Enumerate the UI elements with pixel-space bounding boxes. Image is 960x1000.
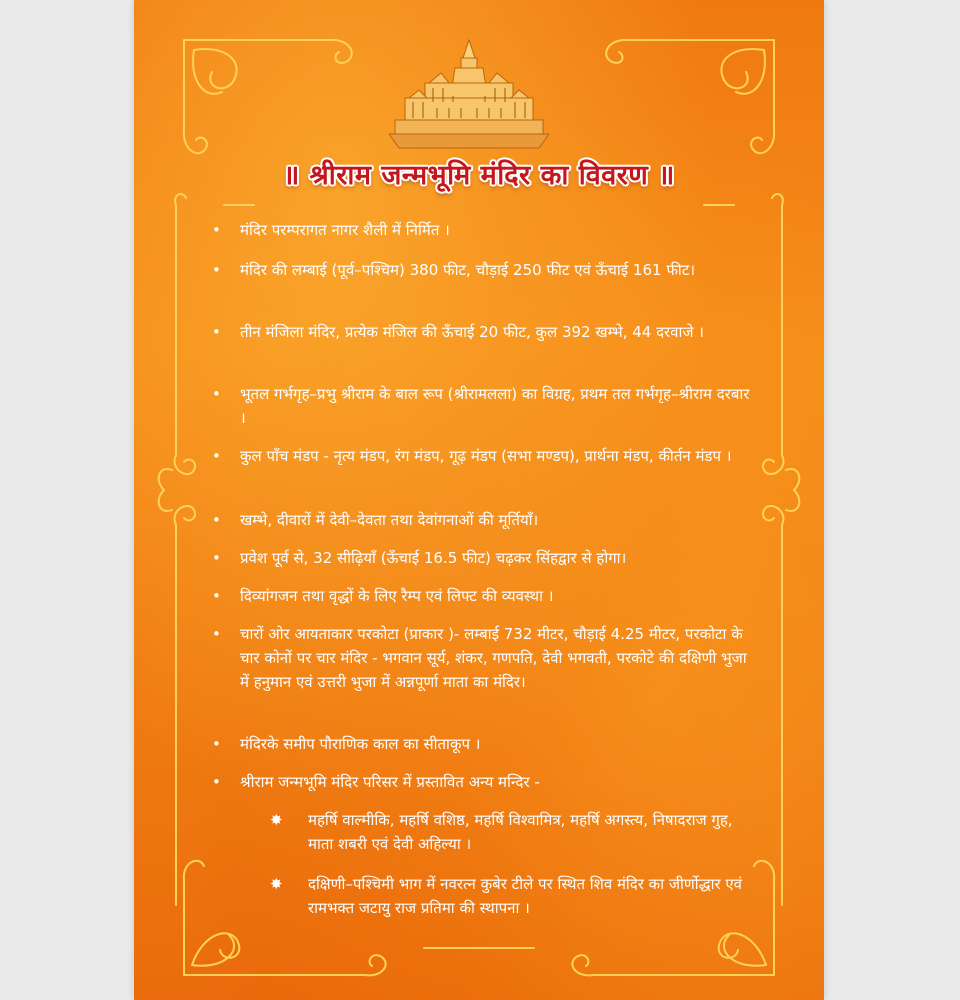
bullet-icon: • bbox=[212, 773, 221, 791]
sub-list-item bbox=[270, 872, 752, 920]
sub-list-item bbox=[270, 808, 752, 856]
list-item-text: कुल पाँच मंडप - नृत्य मंडप, रंग मंडप, गूढ़ मंडप (सभा मण्डप), प्रार्थना मंडप, कीर्तन मंडप । bbox=[240, 447, 732, 465]
list-item bbox=[212, 382, 752, 430]
bullet-icon: • bbox=[212, 549, 221, 567]
list-item bbox=[212, 622, 752, 694]
list-item bbox=[212, 732, 752, 756]
list-item bbox=[212, 508, 752, 532]
corner-flourish-top-left bbox=[184, 40, 329, 130]
bullet-icon: • bbox=[212, 511, 221, 529]
list-item bbox=[212, 258, 752, 282]
sub-list-item-text: महर्षि वाल्मीकि, महर्षि वशिष्ठ, महर्षि विश्वामित्र, महर्षि अगस्त्य, निषादराज गुह, माता शबरी एवं देवी अहिल्या । bbox=[308, 811, 733, 853]
poster bbox=[134, 0, 824, 1000]
list-item-text: मंदिरके समीप पौराणिक काल का सीताकूप । bbox=[240, 735, 481, 753]
bullet-icon: • bbox=[212, 447, 221, 465]
bullet-icon: • bbox=[212, 221, 221, 239]
list-item bbox=[212, 584, 752, 608]
corner-flourish-top-right bbox=[629, 40, 774, 130]
list-item-text: मंदिर परम्परागत नागर शैली में निर्मित । bbox=[240, 221, 450, 239]
list-item-text: श्रीराम जन्मभूमि मंदिर परिसर में प्रस्तावित अन्य मन्दिर - bbox=[240, 773, 540, 791]
list-item bbox=[212, 218, 752, 242]
ram-mandir-illustration bbox=[389, 38, 549, 158]
list-item bbox=[212, 546, 752, 570]
bullet-icon: • bbox=[212, 261, 221, 279]
page-title: ॥ श्रीराम जन्मभूमि मंदिर का विवरण ॥ bbox=[283, 160, 675, 191]
star-bullet-icon: ✸ bbox=[270, 811, 283, 829]
list-item-text: भूतल गर्भगृह–प्रभु श्रीराम के बाल रूप (श्रीरामलला) का विग्रह, प्रथम तल गर्भगृह–श्रीराम दरबार । bbox=[240, 385, 750, 427]
list-item-text: खम्भे, दीवारों में देवी–देवता तथा देवांगनाओं की मूर्तियाँ। bbox=[240, 511, 539, 529]
sub-list-item-text: दक्षिणी–पश्चिमी भाग में नवरत्न कुबेर टीले पर स्थित शिव मंदिर का जीर्णोद्धार एवं रामभक्त जटायु राज प्रतिमा की स्थापना । bbox=[308, 875, 743, 917]
list-item bbox=[212, 320, 752, 344]
list-item-text: तीन मंजिला मंदिर, प्रत्येक मंजिल की ऊँचाई 20 फीट, कुल 392 खम्भे, 44 दरवाजे । bbox=[240, 323, 704, 341]
list-item bbox=[212, 770, 752, 794]
list-item-text: दिव्यांगजन तथा वृद्धों के लिए रैम्प एवं लिफ्ट की व्यवस्था । bbox=[240, 587, 554, 605]
side-flourish-left bbox=[159, 455, 195, 525]
bullet-icon: • bbox=[212, 323, 221, 341]
bullet-icon: • bbox=[212, 385, 221, 403]
bullet-icon: • bbox=[212, 625, 221, 643]
star-bullet-icon: ✸ bbox=[270, 875, 283, 893]
list-item-text: प्रवेश पूर्व से, 32 सीढ़ियाँ (ऊँचाई 16.5 फीट) चढ़कर सिंहद्वार से होगा। bbox=[240, 549, 627, 567]
bullet-icon: • bbox=[212, 735, 221, 753]
side-flourish-right bbox=[763, 455, 799, 525]
list-item-text: चारों ओर आयताकार परकोटा (प्राकार )- लम्बाई 732 मीटर, चौड़ाई 4.25 मीटर, परकोटा के चार कोनों पर चार मंदिर - भगवान सूर्य, शंकर, गणपति, देवी भगवती, परकोटे की दक्षिणी भुजा में हनुमान एवं उत्तरी भुजा में अन्नपूर्णा माता का मंदिर। bbox=[240, 625, 747, 691]
list-item-text: मंदिर की लम्बाई (पूर्व–पश्चिम) 380 फीट, चौड़ाई 250 फीट एवं ऊँचाई 161 फीट। bbox=[240, 261, 696, 279]
list-item bbox=[212, 444, 752, 468]
bullet-icon: • bbox=[212, 587, 221, 605]
